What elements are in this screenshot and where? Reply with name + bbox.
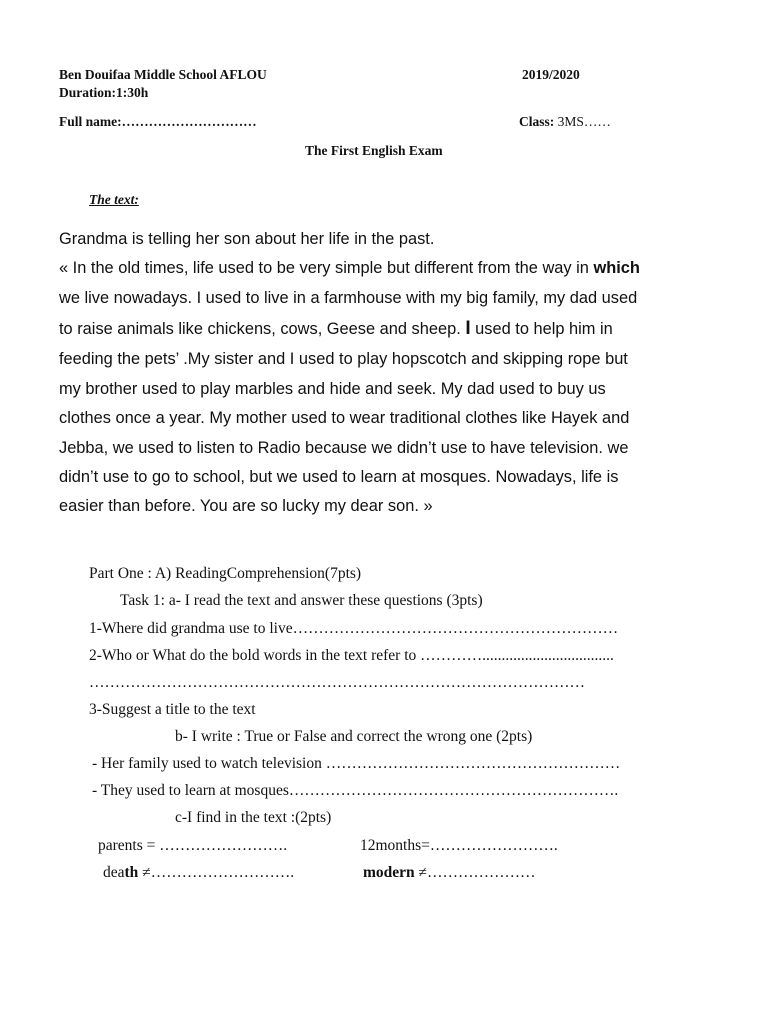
answer-line: ……………………………………………………………………………………	[89, 674, 585, 691]
true-false-item: - They used to learn at mosques……………………………………………………….	[92, 782, 619, 799]
passage-line: easier than before. You are so lucky my dear son. »	[59, 497, 433, 515]
school-name: Ben Douifaa Middle School AFLOU	[59, 67, 267, 82]
opposite-blank: ≠……………………….	[138, 864, 295, 881]
full-name-field: Full name:…………………………	[59, 114, 257, 129]
passage-line: we live nowadays. I used to live in a farmhouse with my big family, my dad used	[59, 289, 638, 307]
passage-line: my brother used to play marbles and hide and seek. My dad used to buy us	[59, 380, 606, 398]
task-b-heading: b- I write : True or False and correct the wrong one (2pts)	[175, 728, 533, 745]
passage-text: to raise animals like chickens, cows, Geese and sheep.	[59, 320, 466, 338]
passage-line: Grandma is telling her son about her life in the past.	[59, 230, 435, 248]
opposite-word-bold: th	[124, 864, 139, 881]
question-1: 1-Where did grandma use to live………………………………………………………	[89, 620, 619, 637]
passage-line	[59, 259, 640, 278]
opposite-item	[103, 864, 294, 882]
passage-text: « In the old times, life used to be very simple but different from the way in	[59, 259, 594, 277]
synonym-item: 12months=…………………….	[360, 837, 558, 854]
exam-title: The First English Exam	[305, 143, 443, 158]
passage-line: feeding the pets’ .My sister and I used to play hopscotch and skipping rope but	[59, 350, 628, 368]
bold-word-which: which	[593, 259, 640, 277]
bold-word-i: I	[465, 318, 471, 339]
question-2: 2-Who or What do the bold words in the text refer to …………..................................	[89, 647, 614, 664]
opposite-blank: ≠…………………	[414, 864, 536, 881]
class-field	[519, 114, 611, 130]
school-year: 2019/2020	[522, 67, 580, 82]
passage-line: didn’t use to go to school, but we used to learn at mosques. Nowadays, life is	[59, 468, 619, 486]
exam-duration: Duration:1:30h	[59, 85, 149, 100]
opposite-item	[363, 864, 536, 882]
passage-line	[59, 318, 613, 340]
passage-line: Jebba, we used to listen to Radio because we didn’t use to have television. we	[59, 439, 629, 457]
class-value: 3MS……	[557, 114, 611, 129]
true-false-item: - Her family used to watch television …………………………………………………	[92, 755, 621, 772]
passage-text: used to help him in	[470, 320, 613, 338]
text-section-label: The text:	[89, 192, 139, 207]
synonym-item: parents = …………………….	[98, 837, 288, 854]
opposite-word: dea	[103, 864, 125, 881]
opposite-word-bold: modern	[363, 864, 415, 881]
question-3: 3-Suggest a title to the text	[89, 701, 256, 718]
class-label: Class:	[519, 114, 558, 129]
part-one-heading: Part One : A) ReadingComprehension(7pts)	[89, 565, 362, 582]
passage-line: clothes once a year. My mother used to wear traditional clothes like Hayek and	[59, 409, 630, 427]
task-c-heading: c-I find in the text :(2pts)	[175, 809, 332, 826]
task-1-heading: Task 1: a- I read the text and answer these questions (3pts)	[120, 592, 483, 609]
